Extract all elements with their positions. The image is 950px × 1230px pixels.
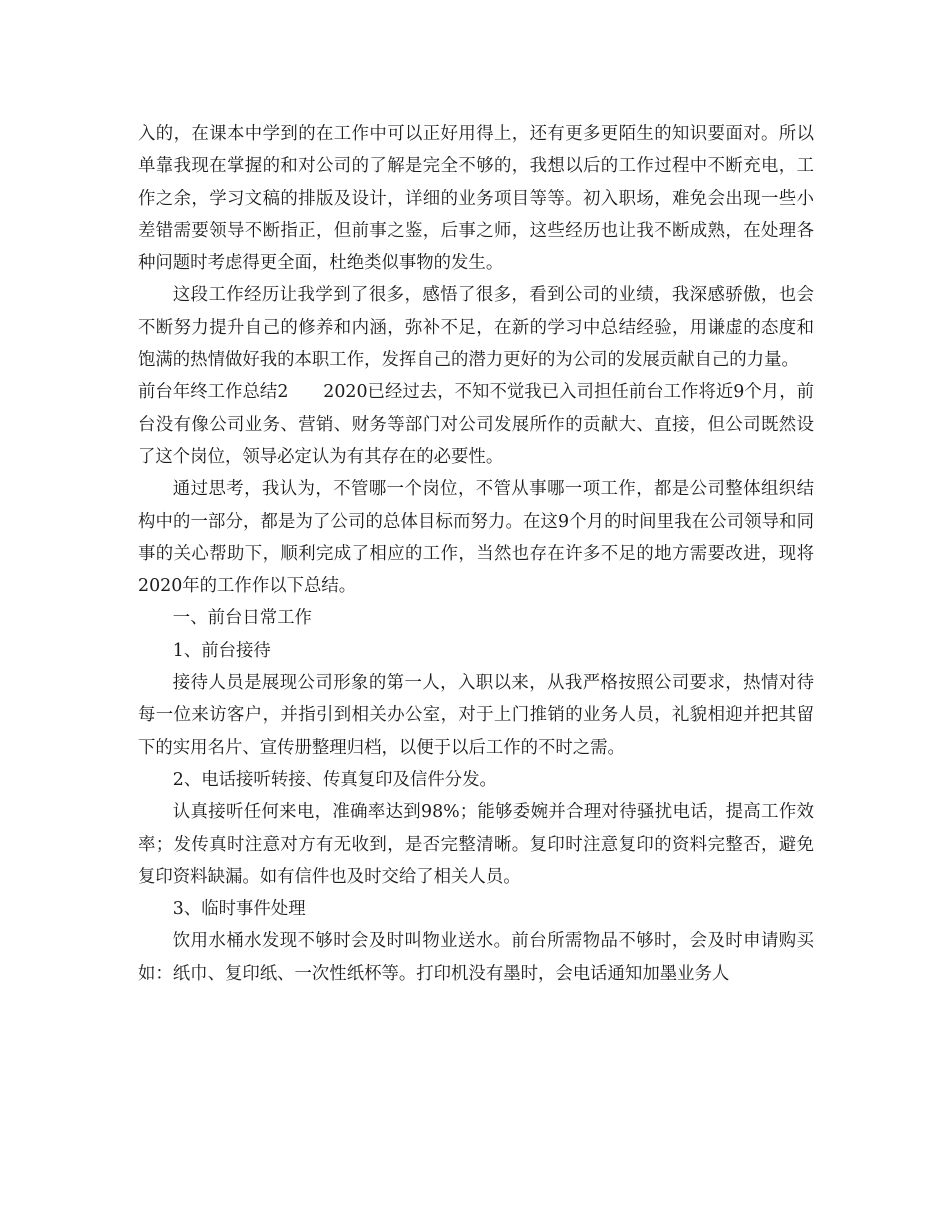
paragraph-continuation: 入的，在课本中学到的在工作中可以正好用得上，还有更多更陌生的知识要面对。所以单靠我现在掌握的和对公司的了解是完全不够的，我想以后的工作过程中不断充电，工作之余，学习文稿的排版及设计，详细的业务项目等等。初入职场，难免会出现一些小差错需要领导不断指正，但前事之鉴，后事之师，这些经历也让我不断成熟，在处理各种问题时考虑得更全面，杜绝类似事物的发生。 <box>138 124 814 274</box>
paragraph-thinking: 通过思考，我认为，不管哪一个岗位，不管从事哪一项工作，都是公司整体组织结构中的一部分，都是为了公司的总体目标而努力。在这9个月的时间里我在公司领导和同事的关心帮助下，顺利完成了相应的工作，当然也存在许多不足的地方需要改进，现将2020年的工作作以下总结。 <box>138 479 814 597</box>
subheading-temporary-events: 3、临时事件处理 <box>172 899 306 920</box>
paragraph-reception: 接待人员是展现公司形象的第一人，入职以来，从我严格按照公司要求，热情对待每一位来访客户，并指引到相关办公室，对于上门推销的业务人员，礼貌相迎并把其留下的实用名片、宣传册整理归档，以便于以后工作的不时之需。 <box>138 673 814 758</box>
document-page <box>138 118 814 990</box>
subheading-reception: 1、前台接待 <box>172 640 271 661</box>
paragraph-reflection: 这段工作经历让我学到了很多，感悟了很多，看到公司的业绩，我深感骄傲，也会不断努力提升自己的修养和内涵，弥补不足，在新的学习中总结经验，用谦虚的态度和饱满的热情做好我的本职工作，发挥自己的潜力更好的为公司的发展贡献自己的力量。 <box>138 285 814 371</box>
paragraph-summary-2-intro: 前台年终工作总结2 2020已经过去，不知不觉我已入司担任前台工作将近9个月，前台没有像公司业务、营销、财务等部门对公司发展所作的贡献大、直接，但公司既然设了这个岗位，领导必定认为有其存在的必要性。 <box>138 382 814 467</box>
section-heading-daily-work: 一、前台日常工作 <box>172 608 312 629</box>
paragraph-phone-fax-mail: 认真接听任何来电，准确率达到98%；能够委婉并合理对待骚扰电话，提高工作效率；发传真时注意对方有无收到，是否完整清晰。复印时注意复印的资料完整否，避免复印资料缺漏。如有信件也及时交给了相关人员。 <box>138 802 814 887</box>
subheading-phone-fax-mail: 2、电话接听转接、传真复印及信件分发。 <box>172 769 497 790</box>
paragraph-temporary-events: 饮用水桶水发现不够时会及时叫物业送水。前台所需物品不够时，会及时申请购买如：纸巾、复印纸、一次性纸杯等。打印机没有墨时，会电话通知加墨业务人 <box>138 931 814 984</box>
